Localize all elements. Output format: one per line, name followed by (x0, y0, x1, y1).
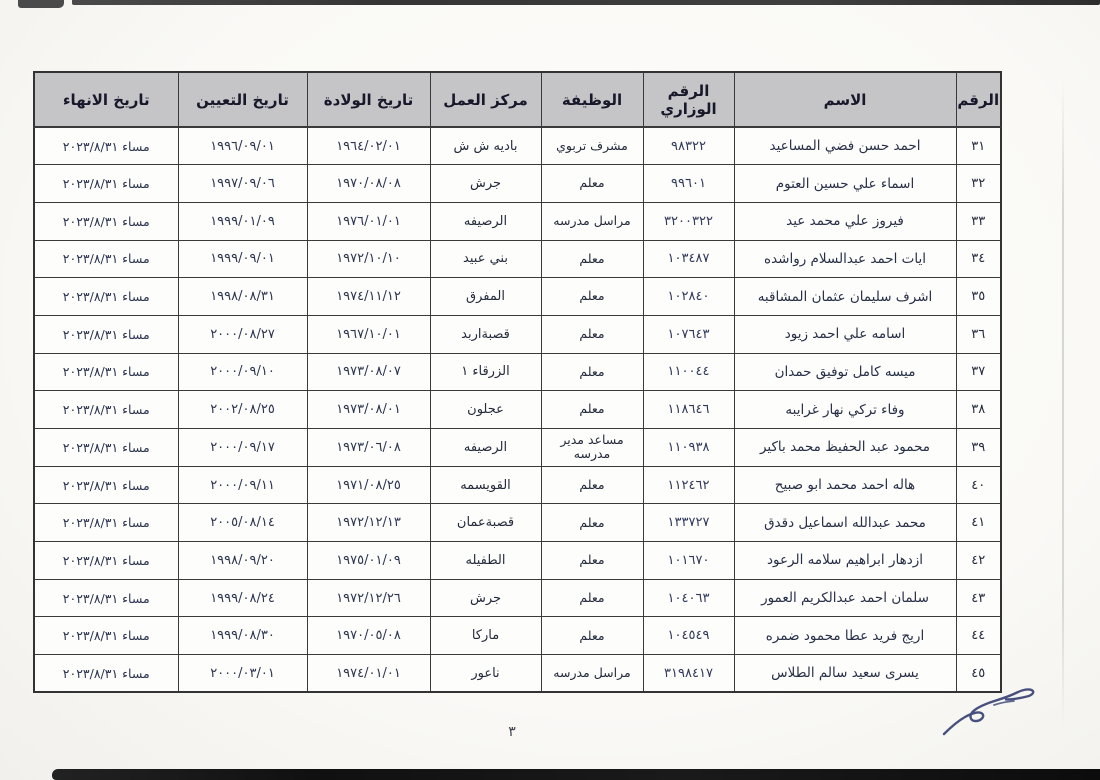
cell-end-date: مساء ٢٠٢٣/٨/٣١ (34, 165, 178, 203)
cell-job-title: مشرف تربوي (541, 127, 643, 165)
cell-birth-date: ١٩٧٦/٠١/٠١ (307, 202, 430, 240)
cell-birth-date: ١٩٧٠/٠٨/٠٨ (307, 165, 430, 203)
cell-ministry-number: ٩٩٦٠١ (643, 165, 734, 203)
scanner-edge-band-top (72, 0, 1100, 5)
cell-name: اسامه علي احمد زيود (734, 315, 956, 353)
table-row (34, 278, 1001, 316)
column-header-end-date: تاريخ الانهاء (34, 72, 178, 127)
cell-name: يسرى سعيد سالم الطلاس (734, 655, 956, 693)
cell-job-title: معلم (541, 165, 643, 203)
cell-work-center: ماركا (430, 617, 541, 655)
cell-end-date: مساء ٢٠٢٣/٨/٣١ (34, 429, 178, 467)
cell-ministry-number: ١٣٣٧٢٧ (643, 504, 734, 542)
cell-row-number: ٣٢ (956, 165, 1001, 203)
cell-ministry-number: ١٠٤٠٦٣ (643, 579, 734, 617)
cell-birth-date: ١٩٧٢/١٢/١٣ (307, 504, 430, 542)
cell-end-date: مساء ٢٠٢٣/٨/٣١ (34, 391, 178, 429)
cell-work-center: قصبةاربد (430, 315, 541, 353)
cell-appointment-date: ٢٠٠٠/٠٩/١١ (178, 466, 307, 504)
cell-job-title: معلم (541, 617, 643, 655)
cell-work-center: الطفيله (430, 542, 541, 580)
cell-end-date: مساء ٢٠٢٣/٨/٣١ (34, 315, 178, 353)
cell-ministry-number: ١٠٧٦٤٣ (643, 315, 734, 353)
table-row (34, 391, 1001, 429)
cell-appointment-date: ١٩٩٦/٠٩/٠١ (178, 127, 307, 165)
cell-ministry-number: ١٠٤٥٤٩ (643, 617, 734, 655)
cell-name: اريج فريد عطا محمود ضمره (734, 617, 956, 655)
cell-name: احمد حسن فضي المساعيد (734, 127, 956, 165)
cell-job-title: معلم (541, 504, 643, 542)
cell-job-title: معلم (541, 240, 643, 278)
cell-appointment-date: ٢٠٠٠/٠٩/١٠ (178, 353, 307, 391)
cell-end-date: مساء ٢٠٢٣/٨/٣١ (34, 466, 178, 504)
column-header-appointment-date: تاريخ التعيين (178, 72, 307, 127)
cell-job-title: معلم (541, 315, 643, 353)
cell-appointment-date: ١٩٩٩/٠٨/٢٤ (178, 579, 307, 617)
table-row (34, 542, 1001, 580)
cell-appointment-date: ١٩٩٩/٠١/٠٩ (178, 202, 307, 240)
cell-birth-date: ١٩٧٤/١١/١٢ (307, 278, 430, 316)
table-row (34, 353, 1001, 391)
cell-work-center: قصبةعمان (430, 504, 541, 542)
cell-name: وفاء تركي نهار غرايبه (734, 391, 956, 429)
cell-name: ازدهار ابراهيم سلامه الرعود (734, 542, 956, 580)
cell-birth-date: ١٩٧٣/٠٦/٠٨ (307, 429, 430, 467)
cell-job-title: مساعد مدير مدرسه (541, 429, 643, 467)
table-row (34, 202, 1001, 240)
cell-job-title: مراسل مدرسه (541, 655, 643, 693)
cell-appointment-date: ٢٠٠٠/٠٣/٠١ (178, 655, 307, 693)
cell-birth-date: ١٩٧٢/١٢/٢٦ (307, 579, 430, 617)
cell-ministry-number: ١١٨٦٤٦ (643, 391, 734, 429)
cell-job-title: معلم (541, 353, 643, 391)
cell-appointment-date: ١٩٩٨/٠٨/٣١ (178, 278, 307, 316)
cell-birth-date: ١٩٦٤/٠٢/٠١ (307, 127, 430, 165)
cell-row-number: ٤٢ (956, 542, 1001, 580)
page-fold-line (1062, 80, 1064, 730)
cell-work-center: المفرق (430, 278, 541, 316)
cell-job-title: معلم (541, 542, 643, 580)
cell-row-number: ٣٧ (956, 353, 1001, 391)
scanner-smudge-top-left (18, 0, 64, 8)
cell-appointment-date: ٢٠٠٥/٠٨/١٤ (178, 504, 307, 542)
cell-name: ايات احمد عبدالسلام رواشده (734, 240, 956, 278)
cell-row-number: ٤١ (956, 504, 1001, 542)
cell-job-title: معلم (541, 278, 643, 316)
signature-icon (938, 684, 1043, 746)
cell-appointment-date: ٢٠٠٢/٠٨/٢٥ (178, 391, 307, 429)
cell-ministry-number: ٣١٩٨٤١٧ (643, 655, 734, 693)
cell-birth-date: ١٩٧١/٠٨/٢٥ (307, 466, 430, 504)
cell-ministry-number: ٩٨٣٢٢ (643, 127, 734, 165)
column-header-job-title: الوظيفة (541, 72, 643, 127)
cell-job-title: مراسل مدرسه (541, 202, 643, 240)
cell-name: ميسه كامل توفيق حمدان (734, 353, 956, 391)
cell-birth-date: ١٩٧٣/٠٨/٠٧ (307, 353, 430, 391)
cell-job-title: معلم (541, 391, 643, 429)
table-row (34, 429, 1001, 467)
cell-end-date: مساء ٢٠٢٣/٨/٣١ (34, 655, 178, 693)
page-number: ٣ (508, 724, 516, 740)
cell-row-number: ٣٤ (956, 240, 1001, 278)
cell-work-center: بني عبيد (430, 240, 541, 278)
table-row (34, 165, 1001, 203)
table-row (34, 655, 1001, 693)
cell-birth-date: ١٩٧٤/٠١/٠١ (307, 655, 430, 693)
cell-row-number: ٣٨ (956, 391, 1001, 429)
cell-row-number: ٣٣ (956, 202, 1001, 240)
cell-row-number: ٣٩ (956, 429, 1001, 467)
cell-work-center: الرصيفه (430, 202, 541, 240)
cell-row-number: ٣٥ (956, 278, 1001, 316)
cell-name: فيروز علي محمد عيد (734, 202, 956, 240)
cell-work-center: الزرقاء ١ (430, 353, 541, 391)
table-row (34, 127, 1001, 165)
column-header-birth-date: تاريخ الولادة (307, 72, 430, 127)
cell-work-center: جرش (430, 579, 541, 617)
scanner-edge-band-bottom (52, 769, 1100, 780)
cell-birth-date: ١٩٧٣/٠٨/٠١ (307, 391, 430, 429)
table-row (34, 315, 1001, 353)
cell-birth-date: ١٩٧٠/٠٥/٠٨ (307, 617, 430, 655)
cell-appointment-date: ١٩٩٧/٠٩/٠٦ (178, 165, 307, 203)
cell-ministry-number: ١٠١٦٧٠ (643, 542, 734, 580)
employee-roster-table (33, 71, 1002, 693)
cell-appointment-date: ٢٠٠٠/٠٩/١٧ (178, 429, 307, 467)
cell-ministry-number: ١١٠٩٣٨ (643, 429, 734, 467)
cell-name: اشرف سليمان عثمان المشاقبه (734, 278, 956, 316)
cell-end-date: مساء ٢٠٢٣/٨/٣١ (34, 617, 178, 655)
cell-work-center: عجلون (430, 391, 541, 429)
cell-ministry-number: ١٠٣٤٨٧ (643, 240, 734, 278)
table-row (34, 579, 1001, 617)
cell-row-number: ٤٥ (956, 655, 1001, 693)
cell-row-number: ٣٦ (956, 315, 1001, 353)
cell-appointment-date: ٢٠٠٠/٠٨/٢٧ (178, 315, 307, 353)
column-header-number: الرقم (956, 72, 1001, 127)
cell-row-number: ٤٤ (956, 617, 1001, 655)
header-row (34, 72, 1001, 127)
cell-appointment-date: ١٩٩٨/٠٩/٢٠ (178, 542, 307, 580)
cell-birth-date: ١٩٦٧/١٠/٠١ (307, 315, 430, 353)
cell-appointment-date: ١٩٩٩/٠٨/٣٠ (178, 617, 307, 655)
cell-end-date: مساء ٢٠٢٣/٨/٣١ (34, 127, 178, 165)
cell-name: محمد عبدالله اسماعيل دقدق (734, 504, 956, 542)
cell-birth-date: ١٩٧٢/١٠/١٠ (307, 240, 430, 278)
cell-work-center: القويسمه (430, 466, 541, 504)
cell-end-date: مساء ٢٠٢٣/٨/٣١ (34, 202, 178, 240)
cell-work-center: باديه ش ش (430, 127, 541, 165)
table-row (34, 617, 1001, 655)
table-row (34, 240, 1001, 278)
cell-work-center: جرش (430, 165, 541, 203)
table-row (34, 504, 1001, 542)
cell-ministry-number: ١٠٢٨٤٠ (643, 278, 734, 316)
column-header-ministry-number: الرقم الوزاري (643, 72, 734, 127)
cell-ministry-number: ١١٠٠٤٤ (643, 353, 734, 391)
cell-ministry-number: ١١٢٤٦٢ (643, 466, 734, 504)
cell-end-date: مساء ٢٠٢٣/٨/٣١ (34, 542, 178, 580)
cell-end-date: مساء ٢٠٢٣/٨/٣١ (34, 278, 178, 316)
cell-job-title: معلم (541, 466, 643, 504)
cell-row-number: ٤٠ (956, 466, 1001, 504)
cell-row-number: ٤٣ (956, 579, 1001, 617)
table-row (34, 466, 1001, 504)
column-header-work-center: مركز العمل (430, 72, 541, 127)
cell-job-title: معلم (541, 579, 643, 617)
cell-end-date: مساء ٢٠٢٣/٨/٣١ (34, 504, 178, 542)
cell-appointment-date: ١٩٩٩/٠٩/٠١ (178, 240, 307, 278)
cell-work-center: ناعور (430, 655, 541, 693)
cell-end-date: مساء ٢٠٢٣/٨/٣١ (34, 579, 178, 617)
cell-birth-date: ١٩٧٥/٠١/٠٩ (307, 542, 430, 580)
cell-ministry-number: ٣٢٠٠٣٢٢ (643, 202, 734, 240)
cell-name: سلمان احمد عبدالكريم العمور (734, 579, 956, 617)
cell-row-number: ٣١ (956, 127, 1001, 165)
cell-work-center: الرصيفه (430, 429, 541, 467)
cell-end-date: مساء ٢٠٢٣/٨/٣١ (34, 353, 178, 391)
cell-name: اسماء علي حسين العتوم (734, 165, 956, 203)
cell-end-date: مساء ٢٠٢٣/٨/٣١ (34, 240, 178, 278)
column-header-name: الاسم (734, 72, 956, 127)
cell-name: هاله احمد محمد ابو صبيح (734, 466, 956, 504)
cell-name: محمود عبد الحفيظ محمد باكير (734, 429, 956, 467)
